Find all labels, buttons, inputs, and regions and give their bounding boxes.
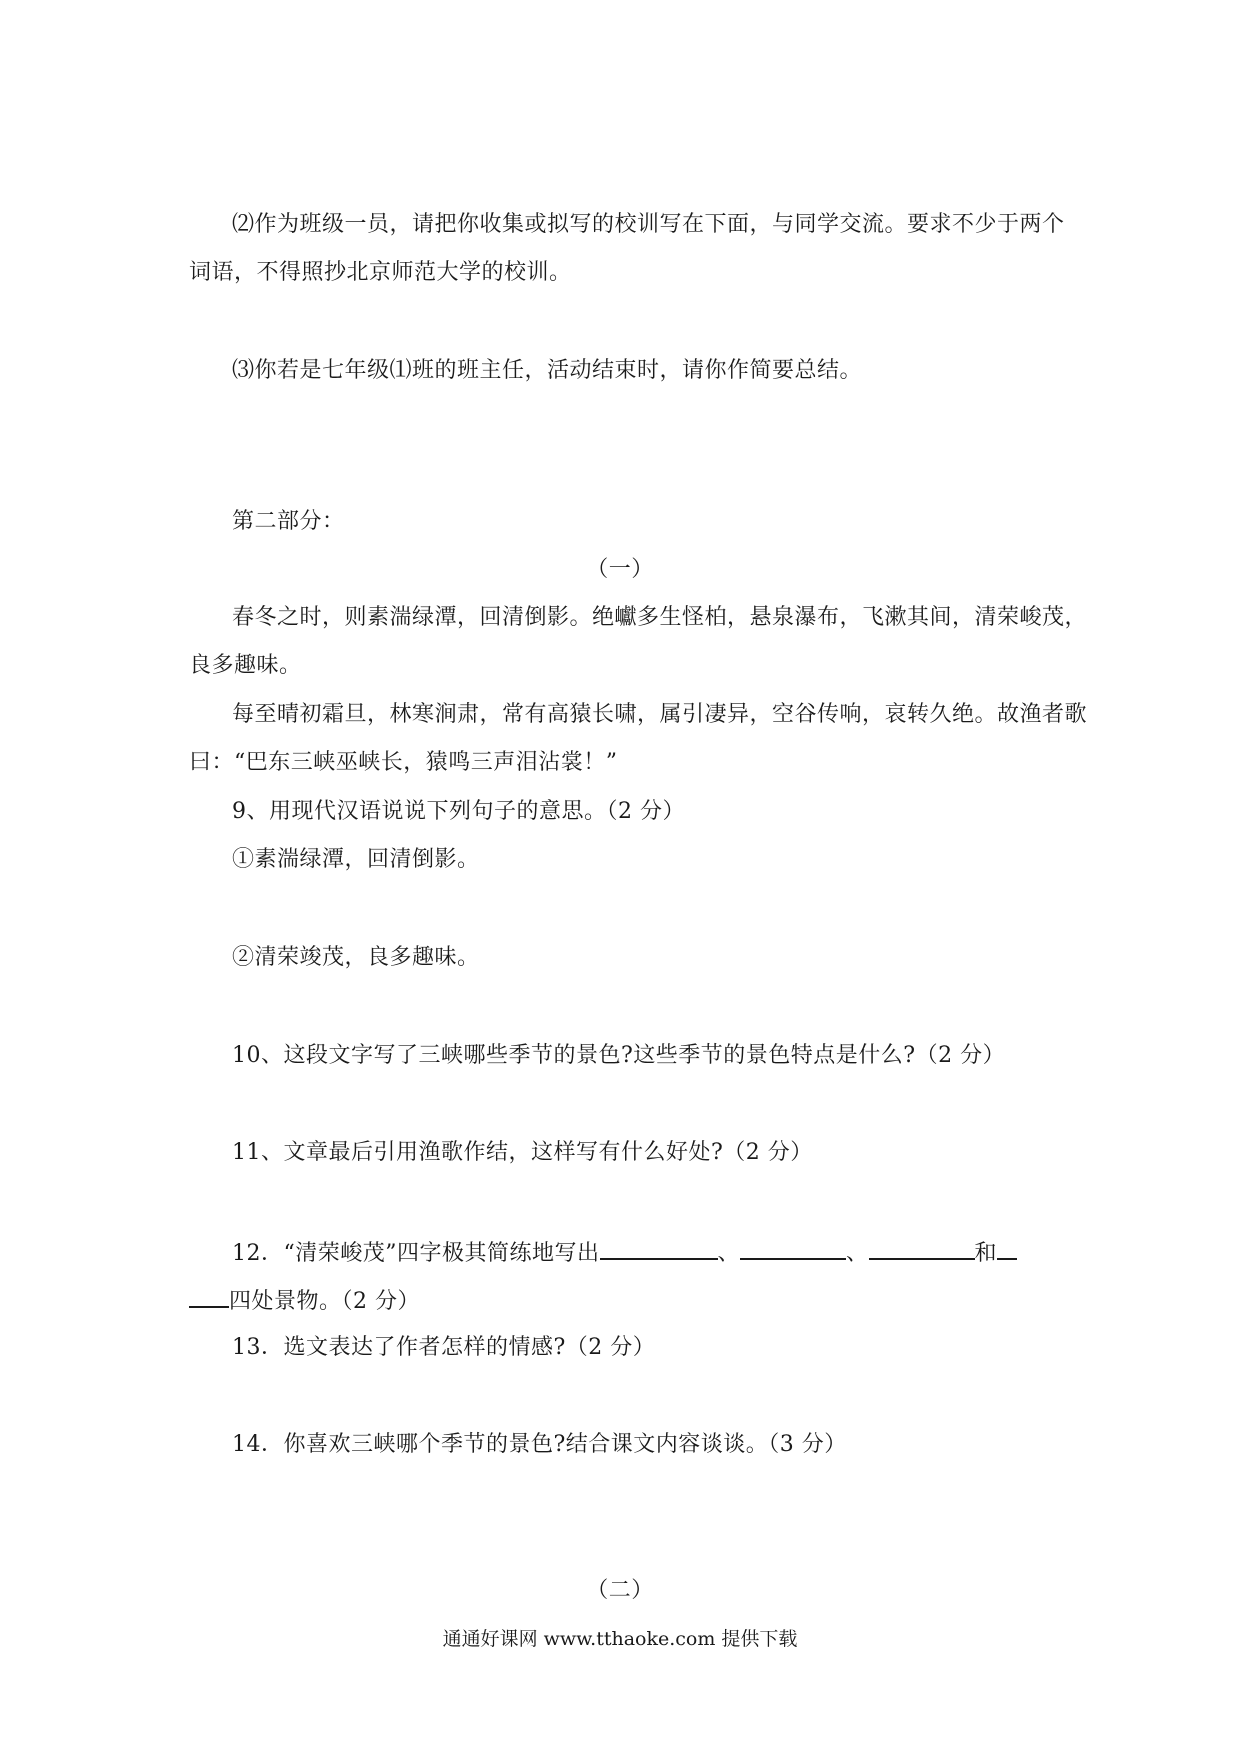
blank-2[interactable] xyxy=(740,1236,846,1260)
question-13: 13．选文表达了作者怎样的情感?（2 分） xyxy=(232,1335,656,1360)
question-3: ⑶你若是七年级⑴班的班主任，活动结束时，请你作简要总结。 xyxy=(232,358,863,383)
question-9-item-2: ②清荣竣茂，良多趣味。 xyxy=(232,945,480,970)
question-11: 11、文章最后引用渔歌作结，这样写有什么好处?（2 分） xyxy=(232,1140,813,1165)
part-2-heading: 第二部分： xyxy=(232,509,345,534)
question-12-end: 四处景物。（2 分） xyxy=(229,1289,420,1314)
section-1-title: （一） xyxy=(586,557,654,582)
question-2-line-2: 词语，不得照抄北京师范大学的校训。 xyxy=(189,260,572,285)
question-12-line-1 xyxy=(232,1236,1017,1269)
blank-4-end[interactable] xyxy=(189,1284,229,1308)
blank-3[interactable] xyxy=(869,1236,975,1260)
blank-1[interactable] xyxy=(600,1236,718,1260)
question-9-item-1: ①素湍绿潭，回清倒影。 xyxy=(232,847,480,872)
question-12-line-2 xyxy=(189,1284,420,1317)
question-9: 9、用现代汉语说说下列句子的意思。（2 分） xyxy=(232,799,685,824)
question-10: 10、这段文字写了三峡哪些季节的景色?这些季节的景色特点是什么?（2 分） xyxy=(232,1043,1006,1068)
separator-1: 、 xyxy=(717,1241,741,1266)
passage-paragraph-2-line-1: 每至晴初霜旦，林寒涧肃，常有高猿长啸，属引凄异，空谷传响，哀转久绝。故渔者歌 xyxy=(232,702,1088,727)
blank-4-start[interactable] xyxy=(997,1236,1017,1260)
question-12-text: 12．“清荣峻茂”四字极其简练地写出 xyxy=(232,1241,600,1266)
passage-paragraph-2-line-2: 曰：“巴东三峡巫峡长，猿鸣三声泪沾裳！” xyxy=(189,750,618,775)
separator-2: 、 xyxy=(846,1241,869,1266)
passage-paragraph-1-line-1: 春冬之时，则素湍绿潭，回清倒影。绝巘多生怪柏，悬泉瀑布，飞漱其间，清荣峻茂， xyxy=(232,605,1088,630)
question-14: 14．你喜欢三峡哪个季节的景色?结合课文内容谈谈。（3 分） xyxy=(232,1432,847,1457)
question-2-line-1: ⑵作为班级一员，请把你收集或拟写的校训写在下面，与同学交流。要求不少于两个 xyxy=(232,212,1065,237)
footer-credit: 通通好课网 www.tthaoke.com 提供下载 xyxy=(442,1628,798,1650)
and-text: 和 xyxy=(974,1241,998,1266)
section-2-title: （二） xyxy=(586,1578,654,1603)
passage-paragraph-1-line-2: 良多趣味。 xyxy=(189,653,302,678)
